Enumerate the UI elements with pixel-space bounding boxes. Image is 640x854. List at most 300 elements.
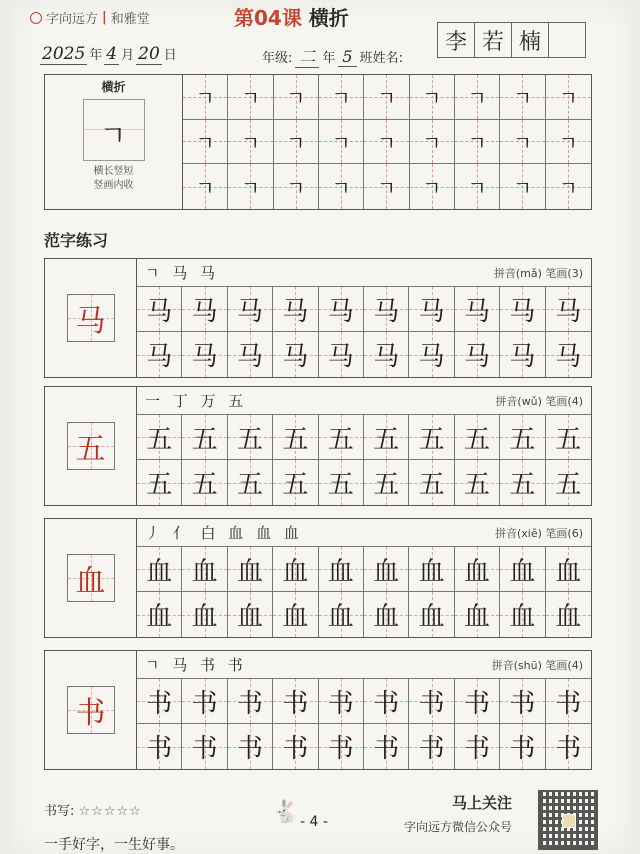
stroke-practice-cell (546, 120, 591, 165)
practice-grid (137, 415, 591, 505)
stroke-glyph: ㄱ (240, 86, 261, 111)
handwritten-char: 五 (191, 424, 218, 455)
character-block (44, 258, 592, 378)
char-meta (495, 393, 583, 409)
practice-cell (137, 460, 182, 505)
stroke-demo-box (83, 99, 145, 161)
handwritten-char: 血 (236, 602, 263, 632)
handwritten-char: 五 (555, 424, 582, 455)
handwritten-char: 五 (509, 424, 536, 455)
stroke-glyph: ㄱ (422, 176, 442, 201)
handwritten-char: 五 (146, 470, 173, 500)
grade-label: 年级: (262, 51, 293, 66)
handwritten-char: 五 (463, 424, 490, 455)
practice-cell (182, 724, 227, 769)
practice-cell (182, 460, 227, 505)
practice-cell (319, 332, 364, 377)
stroke-practice-cell (183, 120, 228, 165)
stroke-glyph: ㄱ (195, 130, 215, 155)
practice-cell (409, 724, 454, 769)
model-char: 血 (75, 564, 106, 599)
character-block (44, 650, 592, 770)
stroke-order: 丿 亻 白 血 血 血 (145, 524, 303, 542)
handwritten-char: 五 (146, 424, 173, 455)
grade-value: 二 (295, 44, 319, 68)
stroke-glyph: ㄱ (195, 176, 215, 201)
name-char: 李 (437, 22, 475, 58)
handwritten-char: 血 (282, 556, 309, 587)
handwritten-char: 五 (282, 470, 309, 500)
motto: 一手好字，一生好事。 (44, 837, 184, 853)
practice-cell (182, 547, 227, 592)
rating-stars[interactable]: ☆☆☆☆☆ (78, 804, 142, 819)
handwritten-char: 马 (236, 342, 263, 372)
practice-cell (364, 415, 409, 460)
handwritten-char: 五 (373, 424, 400, 455)
stroke-glyph: ㄱ (240, 176, 261, 201)
stroke-practice-cell (274, 120, 319, 165)
stroke-practice-cell (319, 75, 364, 120)
stroke-glyph: ㄱ (422, 86, 442, 111)
stroke-glyph: ㄱ (558, 176, 578, 201)
handwritten-char: 马 (282, 296, 309, 327)
practice-cell (546, 415, 591, 460)
handwritten-char: 书 (463, 688, 490, 719)
qr-center-logo (562, 814, 576, 828)
practice-area (137, 259, 591, 377)
handwritten-char: 血 (509, 602, 536, 632)
stroke-glyph: ㄱ (376, 130, 397, 155)
stroke-order: ㄱ 马 马 (145, 264, 220, 282)
model-char: 五 (75, 432, 106, 467)
brand-logo-icon (30, 12, 42, 24)
practice-cell (546, 592, 591, 637)
stroke-practice-cell (500, 164, 545, 209)
stroke-glyph: ㄱ (331, 176, 351, 201)
handwritten-char: 马 (555, 296, 582, 327)
handwritten-char: 血 (555, 556, 582, 587)
handwritten-char: 书 (191, 734, 218, 764)
handwritten-char: 血 (236, 556, 263, 587)
stroke-glyph: ㄱ (422, 130, 442, 155)
grade-unit: 年 (322, 51, 336, 66)
handwritten-char: 书 (555, 688, 582, 719)
practice-cell (409, 287, 454, 332)
model-char-box (67, 554, 115, 602)
stroke-practice-cell (228, 75, 273, 120)
handwritten-char: 五 (327, 470, 354, 500)
handwritten-char: 血 (463, 556, 490, 587)
stroke-glyph: ㄱ (331, 86, 351, 111)
practice-cell (182, 287, 227, 332)
practice-cell (500, 547, 545, 592)
practice-grid (137, 287, 591, 377)
handwritten-char: 血 (146, 556, 173, 587)
character-block (44, 518, 592, 638)
handwritten-char: 血 (191, 556, 218, 587)
stroke-practice-cell (274, 75, 319, 120)
handwritten-char: 马 (373, 296, 400, 327)
stroke-glyph: ㄱ (467, 176, 487, 201)
practice-cell (500, 332, 545, 377)
handwritten-char: 马 (463, 296, 490, 327)
handwritten-char: 五 (282, 424, 309, 455)
handwritten-char: 五 (236, 424, 263, 455)
practice-cell (137, 415, 182, 460)
practice-cell (137, 724, 182, 769)
rabbit-icon: 🐇 (272, 800, 300, 825)
page-number: - 4 - (300, 814, 328, 830)
handwritten-char: 血 (282, 602, 309, 632)
practice-cell (364, 547, 409, 592)
qr-code-icon (538, 790, 598, 850)
handwritten-char: 五 (418, 424, 445, 455)
practice-area (137, 519, 591, 637)
stroke-tip-2: 竖画内收 (93, 180, 134, 191)
handwritten-char: 书 (373, 734, 400, 764)
handwritten-char: 书 (236, 734, 263, 764)
stroke-practice-cell (228, 120, 273, 165)
char-info-row (137, 519, 591, 547)
pinyin: 拼音(shū) (491, 658, 542, 672)
handwritten-char: 五 (191, 470, 218, 500)
stroke-glyph: ㄱ (558, 86, 578, 111)
handwritten-char: 血 (555, 602, 582, 632)
name-char: 若 (474, 22, 512, 58)
stroke-practice-cell (546, 164, 591, 209)
stroke-glyph: ㄱ (240, 130, 261, 155)
handwritten-char: 马 (509, 296, 536, 327)
name-boxes (438, 22, 586, 58)
brand-left: 字向远方 (46, 12, 99, 27)
handwritten-char: 马 (146, 296, 173, 327)
practice-cell (409, 415, 454, 460)
handwritten-char: 五 (373, 470, 400, 500)
stroke-glyph: ㄱ (195, 86, 215, 111)
name-char: 楠 (511, 22, 549, 58)
practice-cell (228, 592, 273, 637)
handwritten-char: 马 (327, 342, 354, 372)
practice-cell (182, 592, 227, 637)
name-char (548, 22, 586, 58)
practice-cell (273, 592, 318, 637)
rating (44, 800, 142, 819)
practice-cell (455, 332, 500, 377)
handwritten-char: 马 (327, 296, 354, 327)
stroke-name: 横折 (101, 80, 126, 94)
practice-cell (273, 332, 318, 377)
practice-cell (273, 724, 318, 769)
practice-cell (409, 679, 454, 724)
stroke-glyph: ㄱ (286, 176, 306, 201)
practice-cell (273, 679, 318, 724)
year-unit: 年 (89, 48, 103, 63)
handwritten-char: 五 (555, 470, 582, 500)
model-char-cell (45, 387, 137, 505)
stroke-count: 笔画(6) (545, 526, 583, 540)
stroke-practice-cell (319, 120, 364, 165)
practice-cell (228, 460, 273, 505)
practice-cell (319, 547, 364, 592)
stroke-glyph: ㄱ (376, 176, 397, 201)
practice-cell (273, 547, 318, 592)
handwritten-char: 书 (327, 734, 354, 764)
practice-cell (500, 724, 545, 769)
stroke-demo-glyph: ㄱ (99, 119, 127, 152)
practice-cell (182, 679, 227, 724)
date-year: 2025 (42, 44, 86, 64)
practice-cell (273, 415, 318, 460)
model-char-box (67, 686, 115, 734)
char-meta (494, 265, 583, 281)
stroke-glyph: ㄱ (286, 130, 306, 155)
stroke-count: 笔画(4) (545, 394, 583, 408)
practice-cell (319, 592, 364, 637)
practice-cell (546, 724, 591, 769)
lesson-title: 横折 (308, 6, 349, 30)
char-meta (492, 657, 583, 673)
stroke-practice-panel (44, 74, 592, 210)
handwritten-char: 书 (418, 688, 445, 719)
handwritten-char: 书 (509, 734, 536, 764)
handwritten-char: 血 (463, 602, 490, 632)
stroke-practice-cell (410, 75, 455, 120)
practice-cell (137, 592, 182, 637)
practice-cell (500, 679, 545, 724)
rating-label: 书写: (44, 804, 75, 819)
handwritten-char: 马 (191, 296, 218, 327)
stroke-count: 笔画(3) (545, 266, 583, 280)
stroke-practice-cell (274, 164, 319, 209)
practice-cell (546, 679, 591, 724)
pinyin: 拼音(xiě) (494, 526, 542, 540)
class-name-label: 班姓名: (359, 51, 403, 66)
stroke-glyph: ㄱ (286, 86, 306, 111)
handwritten-char: 马 (418, 296, 445, 327)
handwritten-char: 书 (282, 688, 309, 719)
handwritten-char: 书 (282, 734, 309, 764)
practice-cell (273, 460, 318, 505)
handwritten-char: 血 (327, 556, 354, 587)
practice-cell (409, 547, 454, 592)
handwritten-char: 书 (463, 734, 490, 764)
practice-cell (455, 592, 500, 637)
brand-right: 和雅堂 (110, 12, 150, 27)
stroke-practice-cell (500, 120, 545, 165)
handwritten-char: 血 (146, 602, 173, 632)
practice-cell (500, 592, 545, 637)
section-title: 范字练习 (44, 231, 109, 250)
brand-bar (30, 8, 150, 27)
month-unit: 月 (121, 48, 135, 63)
stroke-demo (45, 75, 183, 209)
stroke-glyph: ㄱ (467, 86, 487, 111)
handwritten-char: 马 (463, 342, 490, 372)
practice-cell (228, 415, 273, 460)
practice-cell (546, 332, 591, 377)
char-info-row (137, 651, 591, 679)
class-number: 5 (338, 47, 356, 67)
handwritten-char: 血 (191, 602, 218, 632)
practice-cell (455, 724, 500, 769)
handwritten-char: 书 (236, 688, 263, 719)
handwritten-char: 书 (191, 688, 218, 719)
handwritten-char: 五 (509, 470, 536, 500)
practice-cell (319, 724, 364, 769)
practice-cell (455, 287, 500, 332)
stroke-practice-cell (500, 75, 545, 120)
practice-cell (137, 287, 182, 332)
stroke-tip-1: 横长竖短 (93, 166, 134, 177)
handwritten-char: 马 (509, 342, 536, 372)
practice-area (137, 387, 591, 505)
stroke-order: ㄱ 马 书 书 (145, 656, 247, 674)
pinyin: 拼音(mǎ) (493, 266, 542, 280)
stroke-practice-cell (319, 164, 364, 209)
stroke-glyph: ㄱ (512, 130, 533, 155)
stroke-practice-cell (455, 120, 500, 165)
handwritten-char: 书 (509, 688, 536, 719)
stroke-practice-cell (455, 75, 500, 120)
practice-cell (455, 460, 500, 505)
character-block (44, 386, 592, 506)
practice-cell (455, 679, 500, 724)
char-info-row (137, 259, 591, 287)
handwritten-char: 血 (327, 602, 354, 632)
practice-area (137, 651, 591, 769)
stroke-glyph: ㄱ (512, 86, 533, 111)
stroke-practice-cell (228, 164, 273, 209)
practice-cell (409, 332, 454, 377)
stroke-practice-cell (546, 75, 591, 120)
practice-cell (500, 415, 545, 460)
practice-cell (364, 724, 409, 769)
stroke-glyph: ㄱ (331, 130, 351, 155)
handwritten-char: 五 (236, 470, 263, 500)
practice-cell (228, 724, 273, 769)
handwritten-char: 马 (555, 342, 582, 372)
stroke-glyph: ㄱ (558, 130, 578, 155)
brand-separator: | (102, 10, 107, 25)
stroke-glyph: ㄱ (376, 86, 397, 111)
handwritten-char: 五 (418, 470, 445, 500)
handwritten-char: 马 (146, 342, 173, 372)
handwritten-char: 马 (282, 342, 309, 372)
date-row (40, 44, 177, 65)
practice-grid (137, 679, 591, 769)
handwritten-char: 血 (418, 556, 445, 587)
practice-cell (273, 287, 318, 332)
stroke-count: 笔画(4) (545, 658, 583, 672)
model-char-cell (45, 651, 137, 769)
stroke-glyph: ㄱ (512, 176, 533, 201)
practice-cell (182, 415, 227, 460)
practice-cell (137, 547, 182, 592)
date-day: 20 (138, 44, 160, 64)
model-char: 马 (75, 304, 106, 339)
practice-cell (500, 460, 545, 505)
handwritten-char: 血 (373, 602, 400, 632)
stroke-practice-cell (364, 120, 409, 165)
stroke-practice-cell (364, 75, 409, 120)
stroke-practice-grid (183, 75, 591, 209)
handwritten-char: 五 (463, 470, 490, 500)
practice-cell (319, 679, 364, 724)
practice-cell (455, 415, 500, 460)
stroke-practice-cell (410, 164, 455, 209)
model-char-cell (45, 519, 137, 637)
practice-cell (364, 460, 409, 505)
stroke-practice-cell (183, 164, 228, 209)
handwritten-char: 书 (146, 734, 173, 764)
practice-cell (319, 460, 364, 505)
handwritten-char: 书 (327, 688, 354, 719)
practice-cell (455, 547, 500, 592)
model-char-box (67, 422, 115, 470)
practice-cell (546, 547, 591, 592)
stroke-glyph: ㄱ (467, 130, 487, 155)
practice-cell (228, 287, 273, 332)
stroke-practice-cell (183, 75, 228, 120)
handwritten-char: 马 (236, 296, 263, 327)
practice-cell (364, 592, 409, 637)
practice-grid (137, 547, 591, 637)
practice-cell (409, 460, 454, 505)
practice-cell (319, 415, 364, 460)
stroke-practice-cell (364, 164, 409, 209)
pinyin: 拼音(wǔ) (495, 394, 542, 408)
follow-title: 马上关注 (452, 794, 513, 812)
handwritten-char: 书 (418, 734, 445, 764)
model-char: 书 (75, 696, 106, 731)
model-char-cell (45, 259, 137, 377)
stroke-order: 一 丁 万 五 (145, 392, 248, 410)
handwritten-char: 血 (373, 556, 400, 587)
date-month: 4 (106, 44, 118, 64)
handwritten-char: 书 (555, 734, 582, 764)
practice-cell (319, 287, 364, 332)
handwritten-char: 血 (509, 556, 536, 587)
model-char-box (67, 294, 115, 342)
practice-cell (546, 460, 591, 505)
practice-cell (409, 592, 454, 637)
lesson-number: 第04课 (234, 6, 302, 30)
practice-cell (228, 679, 273, 724)
practice-cell (364, 332, 409, 377)
stroke-practice-cell (455, 164, 500, 209)
practice-cell (228, 547, 273, 592)
handwritten-char: 五 (327, 424, 354, 455)
practice-cell (546, 287, 591, 332)
practice-cell (182, 332, 227, 377)
day-unit: 日 (163, 48, 177, 63)
practice-cell (137, 332, 182, 377)
stroke-practice-cell (410, 120, 455, 165)
page-title (234, 2, 349, 31)
practice-cell (364, 679, 409, 724)
practice-cell (228, 332, 273, 377)
handwritten-char: 书 (146, 688, 173, 719)
follow-subtitle: 字向远方微信公众号 (404, 820, 513, 834)
practice-cell (500, 287, 545, 332)
handwritten-char: 马 (373, 342, 400, 372)
practice-cell (364, 287, 409, 332)
handwritten-char: 书 (373, 688, 400, 719)
handwritten-char: 马 (418, 342, 445, 372)
practice-cell (137, 679, 182, 724)
handwritten-char: 血 (418, 602, 445, 632)
char-info-row (137, 387, 591, 415)
